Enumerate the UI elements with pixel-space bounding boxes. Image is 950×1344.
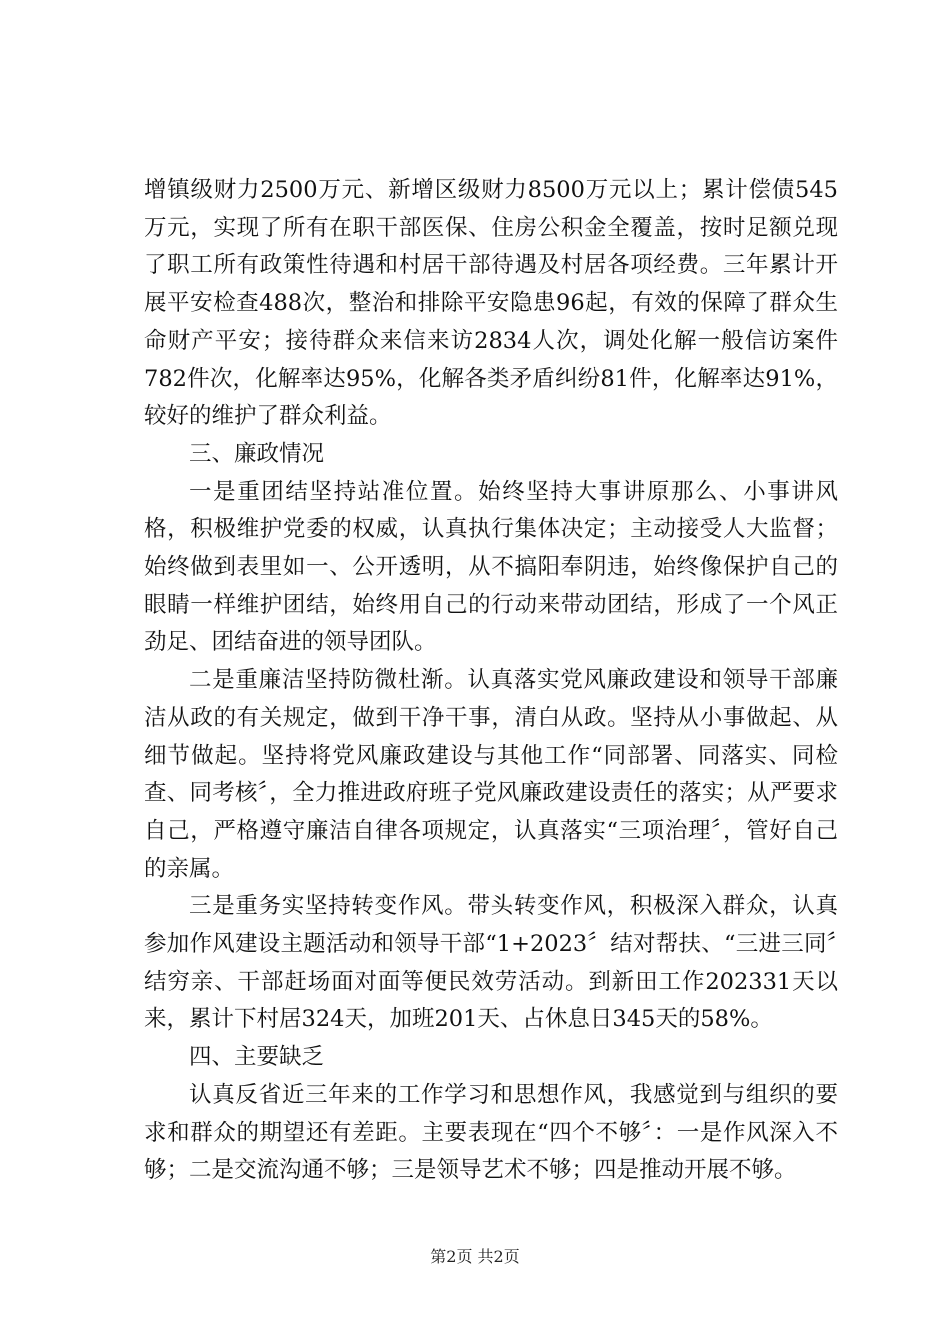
section-heading-shortcomings: 四、主要缺乏	[189, 1044, 325, 1071]
paragraph-pragmatism: 三是重务实坚持转变作风。带头转变作风，积极深入群众，认真参加作风建设主题活动和领导干部“1+2023〞结对帮扶、“三进三同〞结穷亲、干部赶场面对面等便民效劳活动。到新田工作202331天以来，累计下村居324天，加班201天、占休息日345天的58%。	[144, 893, 838, 1033]
paragraph-1: 增镇级财力2500万元、新增区级财力8500万元以上；累计偿债545万元，实现了所有在职干部医保、住房公积金全覆盖，按时足额兑现了职工所有政策性待遇和村居干部待遇及村居各项经费。三年累计开展平安检查488次，整治和排除平安隐患96起，有效的保障了群众生命财产平安；接待群众来信来访2834人次，调处化解一般信访案件782件次，化解率达95%，化解各类矛盾纠纷81件，化解率达91%，较好的维护了群众利益。	[144, 177, 838, 430]
page-footer: 第2页 共2页	[430, 1247, 520, 1266]
paragraph-unity: 一是重团结坚持站准位置。始终坚持大事讲原那么、小事讲风格，积极维护党委的权威，认真执行集体决定；主动接受人大监督；始终做到表里如一、公开透明，从不搞阳奉阴违，始终像保护自己的眼睛一样维护团结，始终用自己的行动来带动团结，形成了一个风正劲足、团结奋进的领导团队。	[144, 478, 838, 656]
paragraph-integrity: 二是重廉洁坚持防微杜渐。认真落实党风廉政建设和领导干部廉洁从政的有关规定，做到干净干事，清白从政。坚持从小事做起、从细节做起。坚持将党风廉政建设与其他工作“同部署、同落实、同检查、同考核〞，全力推进政府班子党风廉政建设责任的落实；从严要求自己，严格遵守廉洁自律各项规定，认真落实“三项治理〞，管好自己的亲属。	[144, 667, 838, 882]
paragraph-shortcomings: 认真反省近三年来的工作学习和思想作风，我感觉到与组织的要求和群众的期望还有差距。主要表现在“四个不够〞：一是作风深入不够；二是交流沟通不够；三是领导艺术不够；四是推动开展不够。	[144, 1081, 838, 1184]
section-heading-integrity: 三、廉政情况	[189, 440, 325, 467]
document-body	[144, 172, 838, 1190]
